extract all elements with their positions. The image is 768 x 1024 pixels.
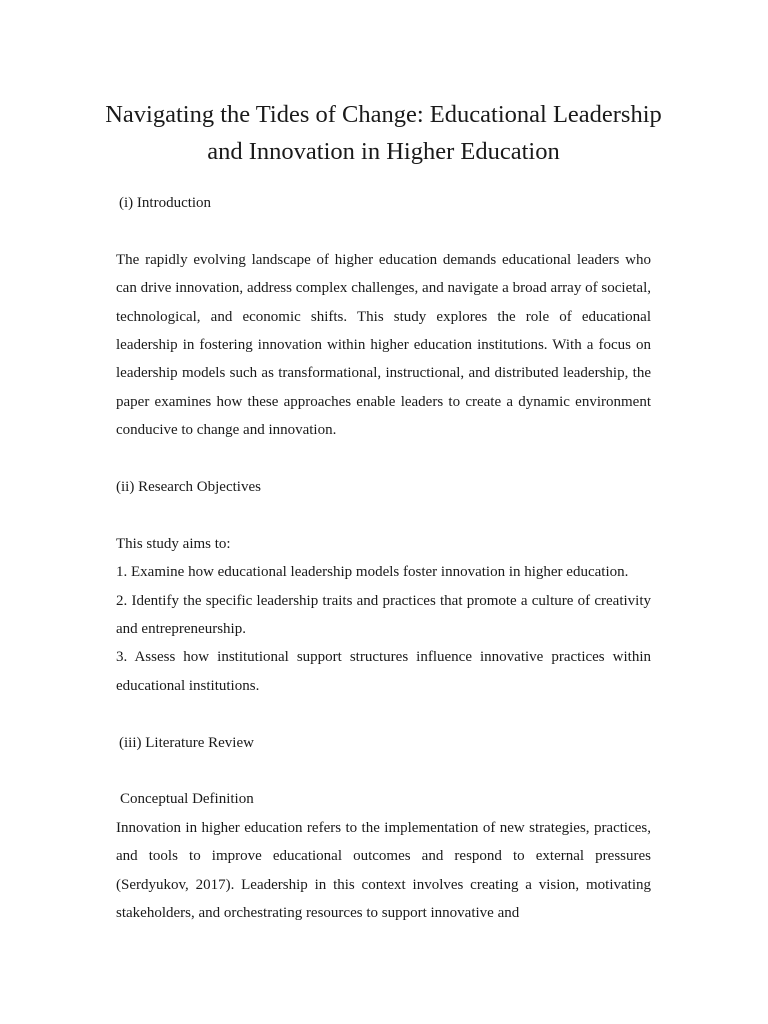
section-heading-literature: (iii) Literature Review — [119, 734, 254, 751]
document-title: Navigating the Tides of Change: Educational Leadership and Innovation in Higher Education — [105, 101, 662, 165]
spacer — [116, 445, 651, 473]
spacer — [116, 757, 651, 785]
introduction-paragraph: The rapidly evolving landscape of higher education demands educational leaders who can drive innovation, address complex challenges, and navigate a broad array of societal, technological, and economic shifts. This study explores the role of educational leadership in fostering innovation within higher education institutions. With a focus on leadership models such as transformational, instructional, and distributed leadership, the paper examines how these approaches enable leaders to create a dynamic environment conducive to change and innovation. — [116, 251, 651, 439]
spacer — [116, 217, 651, 245]
objective-item-2: 2. Identify the specific leadership traits and practices that promote a culture of creativity and entrepreneurship. — [116, 592, 651, 638]
objective-item-1: 1. Examine how educational leadership models foster innovation in higher education. — [116, 564, 629, 581]
section-heading-objectives: (ii) Research Objectives — [116, 479, 261, 496]
document-page — [105, 96, 662, 927]
section-heading-introduction: (i) Introduction — [119, 195, 212, 211]
objective-item-3: 3. Assess how institutional support structures influence innovative practices within educational institutions. — [116, 649, 651, 694]
literature-paragraph: Innovation in higher education refers to the implementation of new strategies, practices, and tools to improve educational outcomes and respond to external pressures (Serdyukov, 2017). Leadership in this context involves creating a vision, motivating stakeholders, and orchestrating resources to support innovative and — [116, 819, 651, 922]
spacer — [116, 700, 651, 728]
spacer — [116, 501, 651, 529]
objectives-intro: This study aims to: — [116, 535, 231, 552]
subheading-conceptual-definition: Conceptual Definition — [120, 791, 254, 808]
